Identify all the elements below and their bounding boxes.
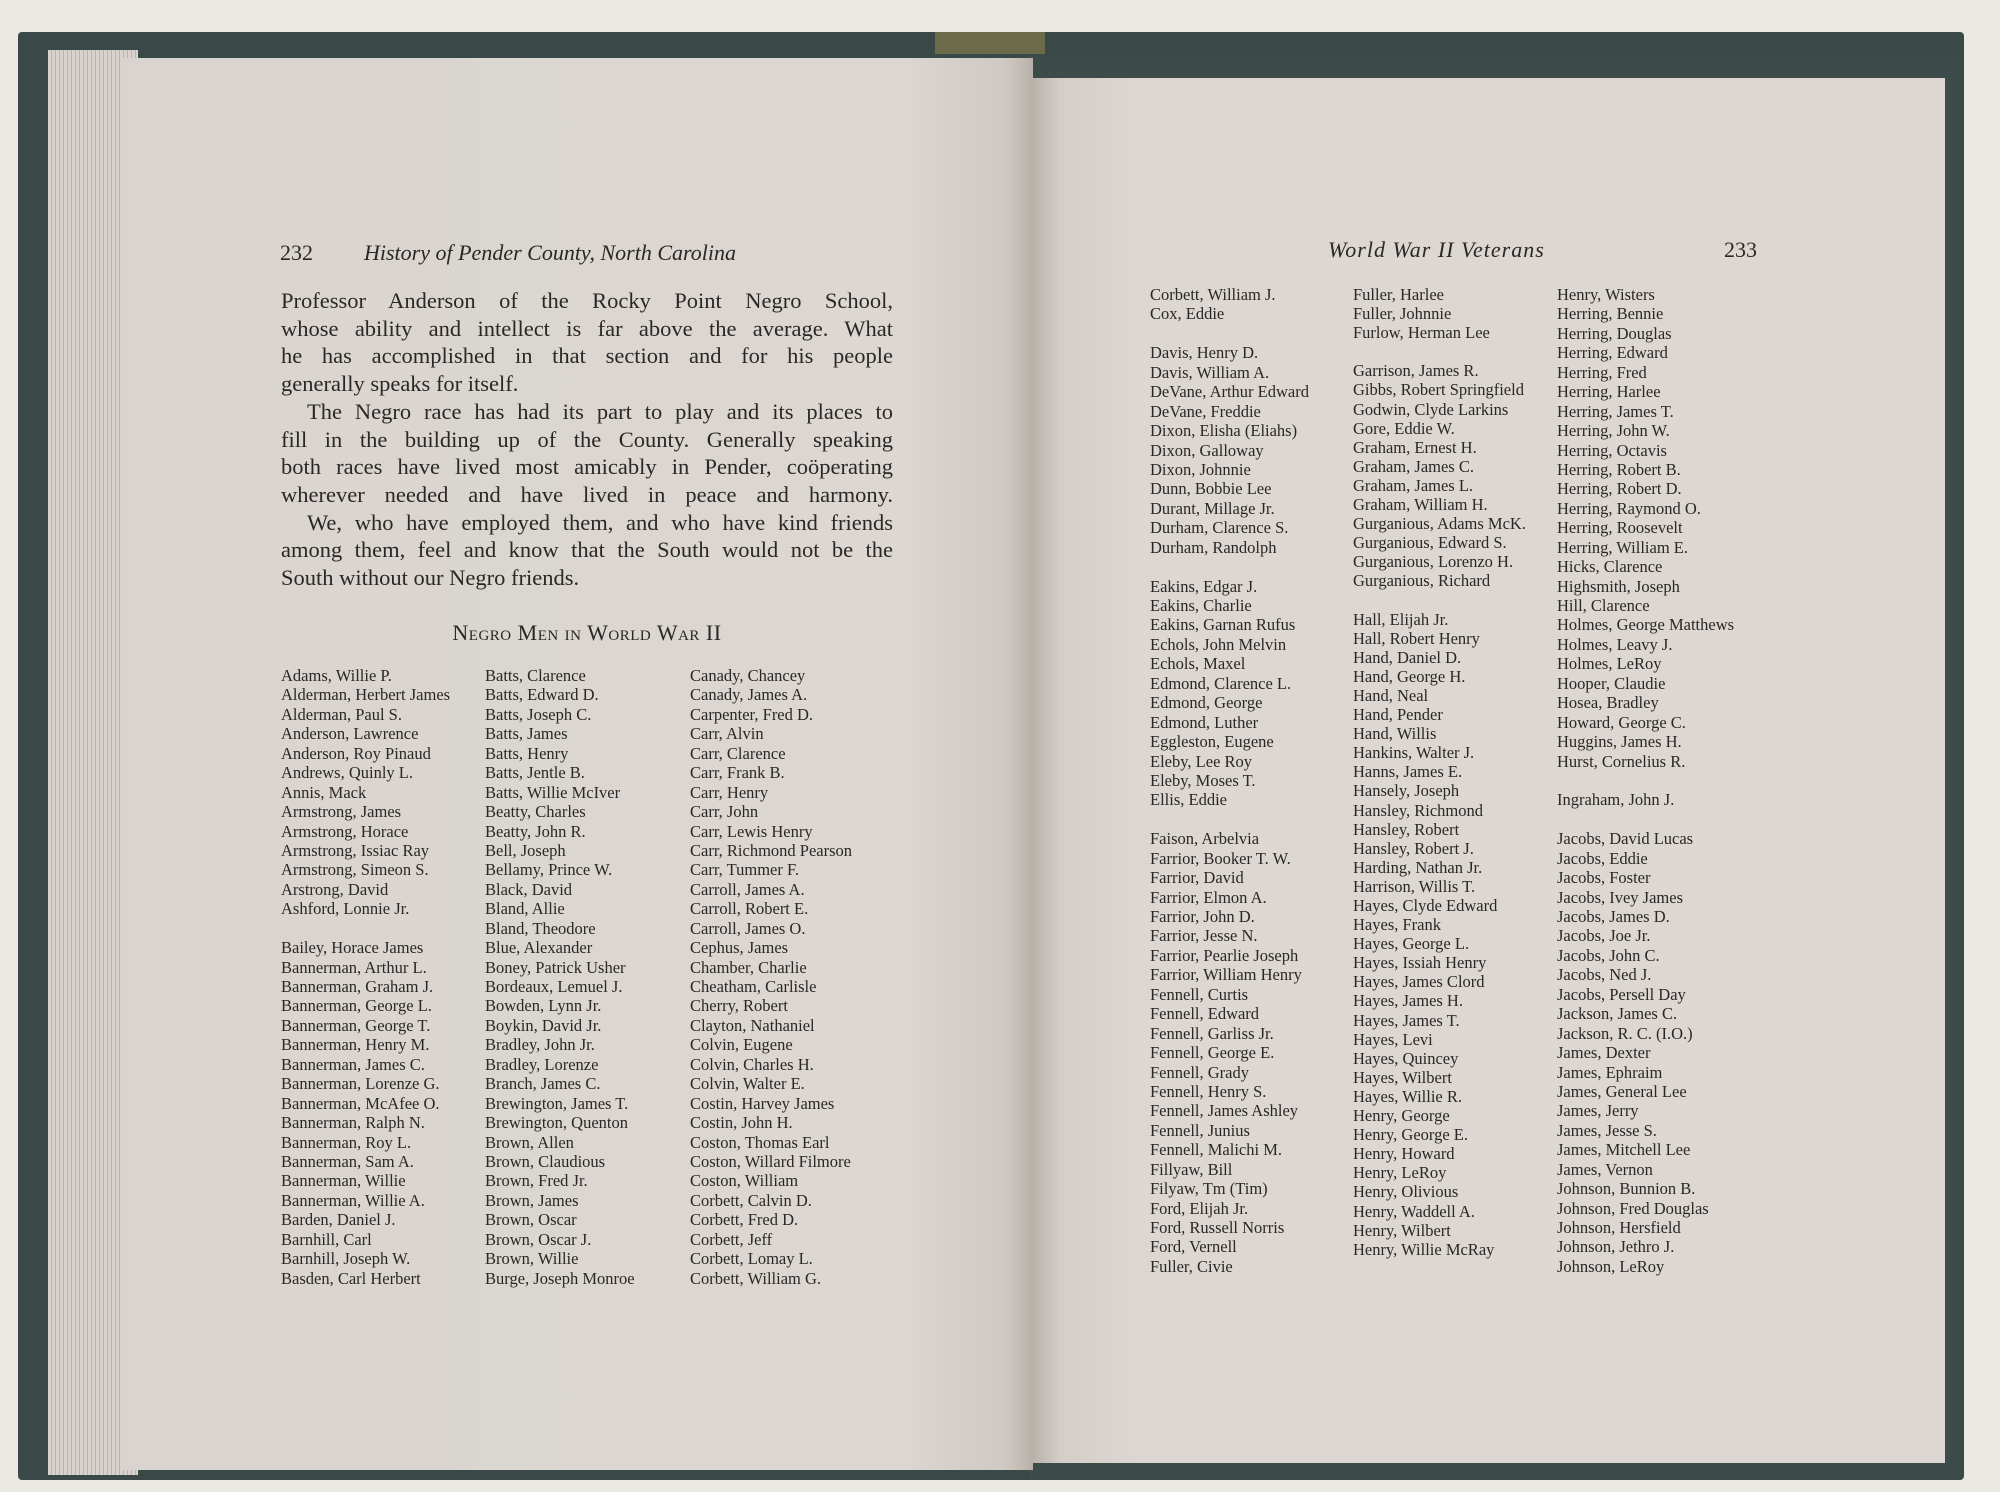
veteran-name: Henry, Waddell A. <box>1353 1201 1475 1221</box>
veteran-name: Herring, Harlee <box>1557 382 1661 402</box>
veteran-name: Bannerman, George L. <box>281 996 432 1016</box>
veteran-name: Hayes, Wilbert <box>1353 1067 1452 1087</box>
blank-row <box>1353 342 1526 361</box>
veteran-name: Blue, Alexander <box>485 938 593 958</box>
blank-row <box>281 919 450 938</box>
veteran-name: Ford, Vernell <box>1150 1237 1237 1257</box>
veteran-name: Batts, James <box>485 724 568 744</box>
veteran-name: Jacobs, Persell Day <box>1557 984 1686 1004</box>
veteran-name: Davis, William A. <box>1150 362 1270 382</box>
veteran-name: Cox, Eddie <box>1150 304 1225 324</box>
veteran-name: Corbett, Lomay L. <box>690 1249 813 1269</box>
veteran-name: Ford, Russell Norris <box>1150 1218 1285 1237</box>
veteran-name: Harrison, Willis T. <box>1353 876 1476 896</box>
veteran-name: Farrior, Jesse N. <box>1150 926 1258 946</box>
veteran-name: Batts, Jentle B. <box>485 763 585 783</box>
left-page-number: 232 <box>280 240 313 265</box>
veteran-name: Eleby, Moses T. <box>1150 770 1256 790</box>
veteran-name: Fennell, George E. <box>1150 1043 1275 1063</box>
veteran-name: Hayes, Willie R. <box>1353 1086 1463 1106</box>
veteran-name: Bradley, Lorenze <box>485 1054 599 1074</box>
veteran-name: Carr, John <box>690 802 759 822</box>
veteran-name: Herring, Douglas <box>1557 323 1672 343</box>
veteran-name: Gurganious, Richard <box>1353 571 1491 591</box>
veteran-name: Fuller, Civie <box>1150 1256 1233 1276</box>
blank-row <box>1150 324 1309 343</box>
veteran-name: Bannerman, Roy L. <box>281 1132 412 1152</box>
book-spine-binding <box>935 32 1045 54</box>
veteran-name: Faison, Arbelvia <box>1150 829 1260 849</box>
veteran-name: Hayes, Frank <box>1353 915 1441 935</box>
veteran-name: Basden, Carl Herbert <box>281 1268 421 1288</box>
veteran-name: Bell, Joseph <box>485 840 566 860</box>
veteran-name: Herring, Octavis <box>1557 440 1667 460</box>
paragraph-line: whose ability and intellect is far above the average. What <box>281 315 893 341</box>
paragraph-line: The Negro race has had its part to play and its places to <box>307 398 893 424</box>
veteran-name: Hicks, Clarence <box>1557 557 1663 577</box>
paragraph-line: We, who have employed them, and who have kind friends <box>307 509 893 535</box>
veteran-name: Colvin, Eugene <box>690 1035 793 1055</box>
veteran-name: Gurganious, Lorenzo H. <box>1353 552 1514 572</box>
veteran-name: Jacobs, David Lucas <box>1557 829 1694 849</box>
veteran-name: Eggleston, Eugene <box>1150 732 1274 752</box>
veteran-name: Henry, Wilbert <box>1353 1220 1451 1240</box>
veteran-name: Eleby, Lee Roy <box>1150 751 1253 771</box>
veteran-name: Farrior, William Henry <box>1150 965 1302 985</box>
veteran-name: Carroll, James A. <box>690 879 805 899</box>
veteran-name: Armstrong, Issiac Ray <box>281 840 430 860</box>
veteran-name: Ellis, Eddie <box>1150 790 1227 810</box>
veteran-name: Cherry, Robert <box>690 996 788 1016</box>
veteran-name: Clayton, Nathaniel <box>690 1015 815 1035</box>
veteran-name: Henry, Howard <box>1353 1144 1455 1164</box>
veteran-name: Batts, Joseph C. <box>485 704 592 724</box>
veteran-name: Brown, Fred Jr. <box>485 1171 588 1191</box>
veteran-name: Ford, Elijah Jr. <box>1150 1198 1249 1218</box>
paragraph-line: wherever needed and have lived in peace and harmony. <box>281 481 893 507</box>
veteran-name: Graham, James C. <box>1353 456 1474 476</box>
veteran-name: Herring, Edward <box>1557 343 1668 363</box>
veteran-name: Carroll, James O. <box>690 918 806 938</box>
blank-row <box>1150 810 1309 829</box>
veteran-name: Dixon, Johnnie <box>1150 459 1251 479</box>
veteran-name: Corbett, William G. <box>690 1268 822 1288</box>
veteran-name: Eakins, Edgar J. <box>1150 576 1258 596</box>
list-heading: Negro Men in World War II <box>452 620 722 645</box>
veteran-name: Canady, Chancey <box>690 666 806 685</box>
veteran-name: Henry, George <box>1353 1106 1450 1126</box>
veteran-name: Carr, Richmond Pearson <box>690 840 853 860</box>
veteran-name: James, Jerry <box>1557 1101 1639 1121</box>
veteran-name: James, Mitchell Lee <box>1557 1140 1691 1160</box>
right-name-column-2 <box>1353 285 1526 1259</box>
veteran-name: Barnhill, Joseph W. <box>281 1249 411 1269</box>
blank-row <box>1353 591 1526 610</box>
veteran-name: Black, David <box>485 879 573 899</box>
right-running-title: World War II Veterans <box>1328 237 1545 262</box>
veteran-name: Durham, Randolph <box>1150 537 1277 557</box>
veteran-name: Harding, Nathan Jr. <box>1353 857 1483 877</box>
veteran-name: Andrews, Quinly L. <box>281 763 413 783</box>
veteran-name: Bannerman, Lorenze G. <box>281 1074 440 1094</box>
veteran-name: Jacobs, Ned J. <box>1557 965 1652 985</box>
veteran-name: Carpenter, Fred D. <box>690 704 814 724</box>
veteran-name: Corbett, Jeff <box>690 1229 773 1249</box>
veteran-name: Hall, Elijah Jr. <box>1353 609 1449 629</box>
veteran-name: Carr, Henry <box>690 782 769 802</box>
veteran-name: Hurst, Cornelius R. <box>1557 751 1686 771</box>
veteran-name: Johnson, Hersfield <box>1557 1218 1681 1237</box>
veteran-name: Bannerman, Graham J. <box>281 977 434 996</box>
paragraph-line: fill in the building up of the County. Generally speaking <box>281 426 893 452</box>
veteran-name: Henry, George E. <box>1353 1125 1469 1145</box>
veteran-name: Gibbs, Robert Springfield <box>1353 380 1524 400</box>
veteran-name: Hanns, James E. <box>1353 762 1463 782</box>
veteran-name: Fennell, Grady <box>1150 1062 1249 1082</box>
veteran-name: Hayes, Clyde Edward <box>1353 896 1498 915</box>
veteran-name: Graham, Ernest H. <box>1353 437 1477 457</box>
veteran-name: Anderson, Roy Pinaud <box>281 743 431 763</box>
veteran-name: Costin, Harvey James <box>690 1093 835 1113</box>
veteran-name: Costin, John H. <box>690 1113 793 1133</box>
veteran-name: Ingraham, John J. <box>1557 790 1675 810</box>
veteran-name: Johnson, Bunnion B. <box>1557 1179 1696 1199</box>
veteran-name: James, General Lee <box>1557 1081 1687 1101</box>
veteran-name: Hall, Robert Henry <box>1353 628 1480 648</box>
veteran-name: Herring, Fred <box>1557 362 1647 382</box>
veteran-name: Edmond, Luther <box>1150 712 1259 732</box>
veteran-name: Hansley, Robert J. <box>1353 838 1474 858</box>
veteran-name: Henry, Willie McRay <box>1353 1239 1495 1259</box>
veteran-name: Hayes, Issiah Henry <box>1353 953 1487 973</box>
veteran-name: Hand, Willis <box>1353 724 1437 744</box>
veteran-name: Johnson, Fred Douglas <box>1557 1198 1709 1218</box>
veteran-name: Fennell, Curtis <box>1150 984 1249 1004</box>
veteran-name: Hansley, Richmond <box>1353 800 1483 820</box>
veteran-name: Filyaw, Tm (Tim) <box>1150 1179 1268 1199</box>
veteran-name: Bailey, Horace James <box>281 938 424 958</box>
veteran-name: James, Ephraim <box>1557 1062 1663 1082</box>
veteran-name: Graham, James L. <box>1353 475 1474 495</box>
blank-row <box>1557 771 1734 790</box>
veteran-name: Jacobs, Ivey James <box>1557 887 1684 907</box>
veteran-name: Herring, John W. <box>1557 421 1670 441</box>
veteran-name: Gore, Eddie W. <box>1353 418 1455 438</box>
veteran-name: DeVane, Arthur Edward <box>1150 382 1309 402</box>
veteran-name: Brown, Oscar J. <box>485 1229 592 1249</box>
left-name-column-2 <box>485 666 635 1288</box>
veteran-name: Hayes, Quincey <box>1353 1048 1459 1068</box>
veteran-name: Hooper, Claudie <box>1557 673 1666 693</box>
veteran-name: Carr, Frank B. <box>690 763 785 783</box>
veteran-name: Herring, Roosevelt <box>1557 518 1683 538</box>
veteran-name: Chamber, Charlie <box>690 957 807 977</box>
veteran-name: Brown, Willie <box>485 1249 579 1269</box>
veteran-name: Farrior, Elmon A. <box>1150 887 1267 907</box>
veteran-name: Herring, Robert D. <box>1557 479 1682 499</box>
veteran-name: Burge, Joseph Monroe <box>485 1268 635 1288</box>
veteran-name: Bannerman, Sam A. <box>281 1151 414 1171</box>
veteran-name: Hosea, Bradley <box>1557 693 1659 713</box>
veteran-name: Colvin, Charles H. <box>690 1054 814 1074</box>
veteran-name: Farrior, Booker T. W. <box>1150 848 1291 868</box>
veteran-name: Carr, Alvin <box>690 724 764 744</box>
veteran-name: Jacobs, Joe Jr. <box>1557 926 1651 946</box>
veteran-name: Dunn, Bobbie Lee <box>1150 479 1272 499</box>
veteran-name: Eakins, Charlie <box>1150 596 1252 615</box>
veteran-name: Farrior, David <box>1150 868 1244 888</box>
veteran-name: Gurganious, Adams McK. <box>1353 514 1526 534</box>
veteran-name: Bannerman, Willie A. <box>281 1190 425 1210</box>
paragraph-line: he has accomplished in that section and for his people <box>281 343 893 369</box>
veteran-name: Holmes, George Matthews <box>1557 615 1735 635</box>
veteran-name: Bowden, Lynn Jr. <box>485 996 602 1016</box>
veteran-name: Garrison, James R. <box>1353 361 1479 381</box>
veteran-name: Durant, Millage Jr. <box>1150 498 1275 518</box>
veteran-name: Fuller, Harlee <box>1353 285 1444 304</box>
veteran-name: Herring, William E. <box>1557 537 1689 557</box>
veteran-name: Annis, Mack <box>281 782 367 802</box>
veteran-name: Jacobs, Foster <box>1557 868 1651 888</box>
veteran-name: Bellamy, Prince W. <box>485 860 613 880</box>
veteran-name: Johnson, Jethro J. <box>1557 1237 1675 1257</box>
veteran-name: Ashford, Lonnie Jr. <box>281 899 410 919</box>
veteran-name: Colvin, Walter E. <box>690 1074 805 1094</box>
veteran-name: Herring, Raymond O. <box>1557 498 1701 518</box>
blank-row <box>1557 810 1734 829</box>
right-name-column-1 <box>1150 285 1309 1276</box>
veteran-name: Hansely, Joseph <box>1353 781 1460 801</box>
veteran-name: Johnson, LeRoy <box>1557 1256 1665 1276</box>
veteran-name: Henry, Wisters <box>1557 285 1655 304</box>
veteran-name: Fennell, James Ashley <box>1150 1101 1299 1121</box>
veteran-name: Herring, Bennie <box>1557 304 1664 324</box>
veteran-name: DeVane, Freddie <box>1150 401 1261 421</box>
veteran-name: Cheatham, Carlisle <box>690 977 817 996</box>
veteran-name: Bannerman, McAfee O. <box>281 1093 440 1113</box>
veteran-name: Cephus, James <box>690 938 789 958</box>
veteran-name: Bannerman, George T. <box>281 1015 431 1035</box>
veteran-name: Eakins, Garnan Rufus <box>1150 615 1296 635</box>
veteran-name: Boney, Patrick Usher <box>485 957 626 977</box>
veteran-name: Bannerman, Ralph N. <box>281 1113 425 1133</box>
blank-row <box>1150 557 1309 576</box>
paragraph-line: Professor Anderson of the Rocky Point Negro School, <box>281 288 893 313</box>
veteran-name: Carr, Clarence <box>690 743 786 763</box>
veteran-name: Brewington, James T. <box>485 1093 629 1113</box>
veteran-name: Echols, John Melvin <box>1150 634 1287 654</box>
veteran-name: Armstrong, Horace <box>281 821 409 841</box>
veteran-name: Batts, Clarence <box>485 666 586 685</box>
veteran-name: Brewington, Quenton <box>485 1113 628 1133</box>
veteran-name: Bland, Allie <box>485 899 565 919</box>
veteran-name: Herring, James T. <box>1557 401 1674 421</box>
right-page-number: 233 <box>1724 237 1757 262</box>
veteran-name: Edmond, Clarence L. <box>1150 673 1292 693</box>
veteran-name: Adams, Willie P. <box>281 666 392 685</box>
veteran-name: Armstrong, Simeon S. <box>281 860 429 880</box>
veteran-name: Batts, Henry <box>485 743 569 763</box>
veteran-name: Hill, Clarence <box>1557 596 1650 615</box>
left-running-title: History of Pender County, North Carolina <box>364 240 736 265</box>
veteran-name: James, Vernon <box>1557 1159 1653 1179</box>
veteran-name: Gurganious, Edward S. <box>1353 533 1507 553</box>
veteran-name: Barnhill, Carl <box>281 1229 372 1249</box>
veteran-name: Farrior, Pearlie Joseph <box>1150 945 1299 965</box>
veteran-name: Boykin, David Jr. <box>485 1015 602 1035</box>
veteran-name: Armstrong, James <box>281 802 402 822</box>
veteran-name: Hayes, George L. <box>1353 934 1470 954</box>
veteran-name: Huggins, James H. <box>1557 732 1682 752</box>
veteran-name: Batts, Edward D. <box>485 685 599 705</box>
veteran-name: Brown, Claudious <box>485 1151 606 1171</box>
veteran-name: Dixon, Elisha (Eliahs) <box>1150 421 1298 441</box>
veteran-name: Bradley, John Jr. <box>485 1035 595 1055</box>
veteran-name: Jackson, R. C. (I.O.) <box>1557 1023 1693 1043</box>
veteran-name: Jacobs, John C. <box>1557 945 1660 965</box>
paragraph-line: generally speaks for itself. <box>281 371 519 397</box>
veteran-name: Coston, William <box>690 1171 799 1191</box>
veteran-name: Brown, James <box>485 1190 579 1210</box>
veteran-name: Fuller, Johnnie <box>1353 304 1452 324</box>
veteran-name: Carr, Tummer F. <box>690 860 799 880</box>
veteran-name: Fennell, Malichi M. <box>1150 1140 1282 1160</box>
left-name-column-3 <box>690 666 852 1288</box>
veteran-name: Highsmith, Joseph <box>1557 576 1680 596</box>
veteran-name: Bannerman, Henry M. <box>281 1035 430 1055</box>
veteran-name: Anderson, Lawrence <box>281 724 419 744</box>
veteran-name: Echols, Maxel <box>1150 654 1246 674</box>
veteran-name: Batts, Willie McIver <box>485 782 621 802</box>
veteran-name: Hansley, Robert <box>1353 819 1460 839</box>
paragraph-line: among them, feel and know that the South would not be the <box>281 537 893 563</box>
veteran-name: Bannerman, Willie <box>281 1171 406 1191</box>
veteran-name: Fennell, Henry S. <box>1150 1081 1267 1101</box>
veteran-name: Coston, Willard Filmore <box>690 1151 851 1171</box>
veteran-name: Graham, William H. <box>1353 495 1488 515</box>
veteran-name: Brown, Allen <box>485 1132 574 1152</box>
veteran-name: Bannerman, James C. <box>281 1054 425 1074</box>
veteran-name: Carr, Lewis Henry <box>690 821 813 841</box>
veteran-name: Hayes, James T. <box>1353 1010 1460 1030</box>
body-paragraphs <box>281 287 893 592</box>
veteran-name: Hayes, James Clord <box>1353 972 1485 992</box>
veteran-name: Herring, Robert B. <box>1557 459 1681 479</box>
veteran-name: Canady, James A. <box>690 685 808 705</box>
veteran-name: James, Dexter <box>1557 1043 1651 1063</box>
veteran-name: Coston, Thomas Earl <box>690 1132 830 1152</box>
veteran-name: Bland, Theodore <box>485 918 596 938</box>
veteran-name: Beatty, John R. <box>485 821 586 841</box>
veteran-name: Howard, George C. <box>1557 712 1686 732</box>
veteran-name: Bannerman, Arthur L. <box>281 957 427 977</box>
veteran-name: Hand, Daniel D. <box>1353 647 1462 667</box>
veteran-name: Hayes, Levi <box>1353 1029 1433 1049</box>
veteran-name: Carroll, Robert E. <box>690 899 809 919</box>
veteran-name: Holmes, Leavy J. <box>1557 634 1673 654</box>
veteran-name: Fennell, Junius <box>1150 1120 1250 1140</box>
left-name-column-1 <box>281 666 450 1288</box>
veteran-name: Corbett, Calvin D. <box>690 1190 812 1210</box>
veteran-name: Bordeaux, Lemuel J. <box>485 977 623 996</box>
veteran-name: Hand, George H. <box>1353 666 1466 686</box>
veteran-name: Furlow, Herman Lee <box>1353 323 1490 343</box>
veteran-name: Henry, LeRoy <box>1353 1163 1447 1183</box>
veteran-name: Hand, Neal <box>1353 685 1429 705</box>
veteran-name: James, Jesse S. <box>1557 1120 1657 1140</box>
veteran-name: Fennell, Garliss Jr. <box>1150 1023 1274 1043</box>
veteran-name: Jackson, James C. <box>1557 1004 1678 1024</box>
veteran-name: Hand, Pender <box>1353 705 1443 725</box>
veteran-name: Brown, Oscar <box>485 1210 577 1230</box>
veteran-name: Barden, Daniel J. <box>281 1210 396 1230</box>
veteran-name: Corbett, Fred D. <box>690 1210 799 1230</box>
veteran-name: Alderman, Paul S. <box>281 704 402 724</box>
veteran-name: Corbett, William J. <box>1150 285 1276 304</box>
veteran-name: Hayes, James H. <box>1353 991 1463 1011</box>
veteran-name: Jacobs, Eddie <box>1557 848 1648 868</box>
veteran-name: Hankins, Walter J. <box>1353 743 1475 763</box>
veteran-name: Arstrong, David <box>281 879 389 899</box>
veteran-name: Dixon, Galloway <box>1150 440 1264 460</box>
paragraph-line: South without our Negro friends. <box>281 565 580 591</box>
veteran-name: Holmes, LeRoy <box>1557 654 1662 674</box>
veteran-name: Fennell, Edward <box>1150 1004 1260 1024</box>
veteran-name: Davis, Henry D. <box>1150 343 1259 363</box>
veteran-name: Farrior, John D. <box>1150 907 1255 926</box>
veteran-name: Durham, Clarence S. <box>1150 518 1289 538</box>
veteran-name: Jacobs, James D. <box>1557 907 1670 926</box>
veteran-name: Godwin, Clyde Larkins <box>1353 399 1509 419</box>
veteran-name: Henry, Olivious <box>1353 1182 1459 1202</box>
veteran-name: Edmond, George <box>1150 693 1263 713</box>
veteran-name: Alderman, Herbert James <box>281 685 451 705</box>
veteran-name: Fillyaw, Bill <box>1150 1159 1233 1179</box>
right-name-column-3 <box>1557 285 1734 1276</box>
veteran-name: Branch, James C. <box>485 1074 601 1094</box>
paragraph-line: both races have lived most amicably in Pender, coöperating <box>281 454 893 480</box>
veteran-name: Beatty, Charles <box>485 802 586 822</box>
